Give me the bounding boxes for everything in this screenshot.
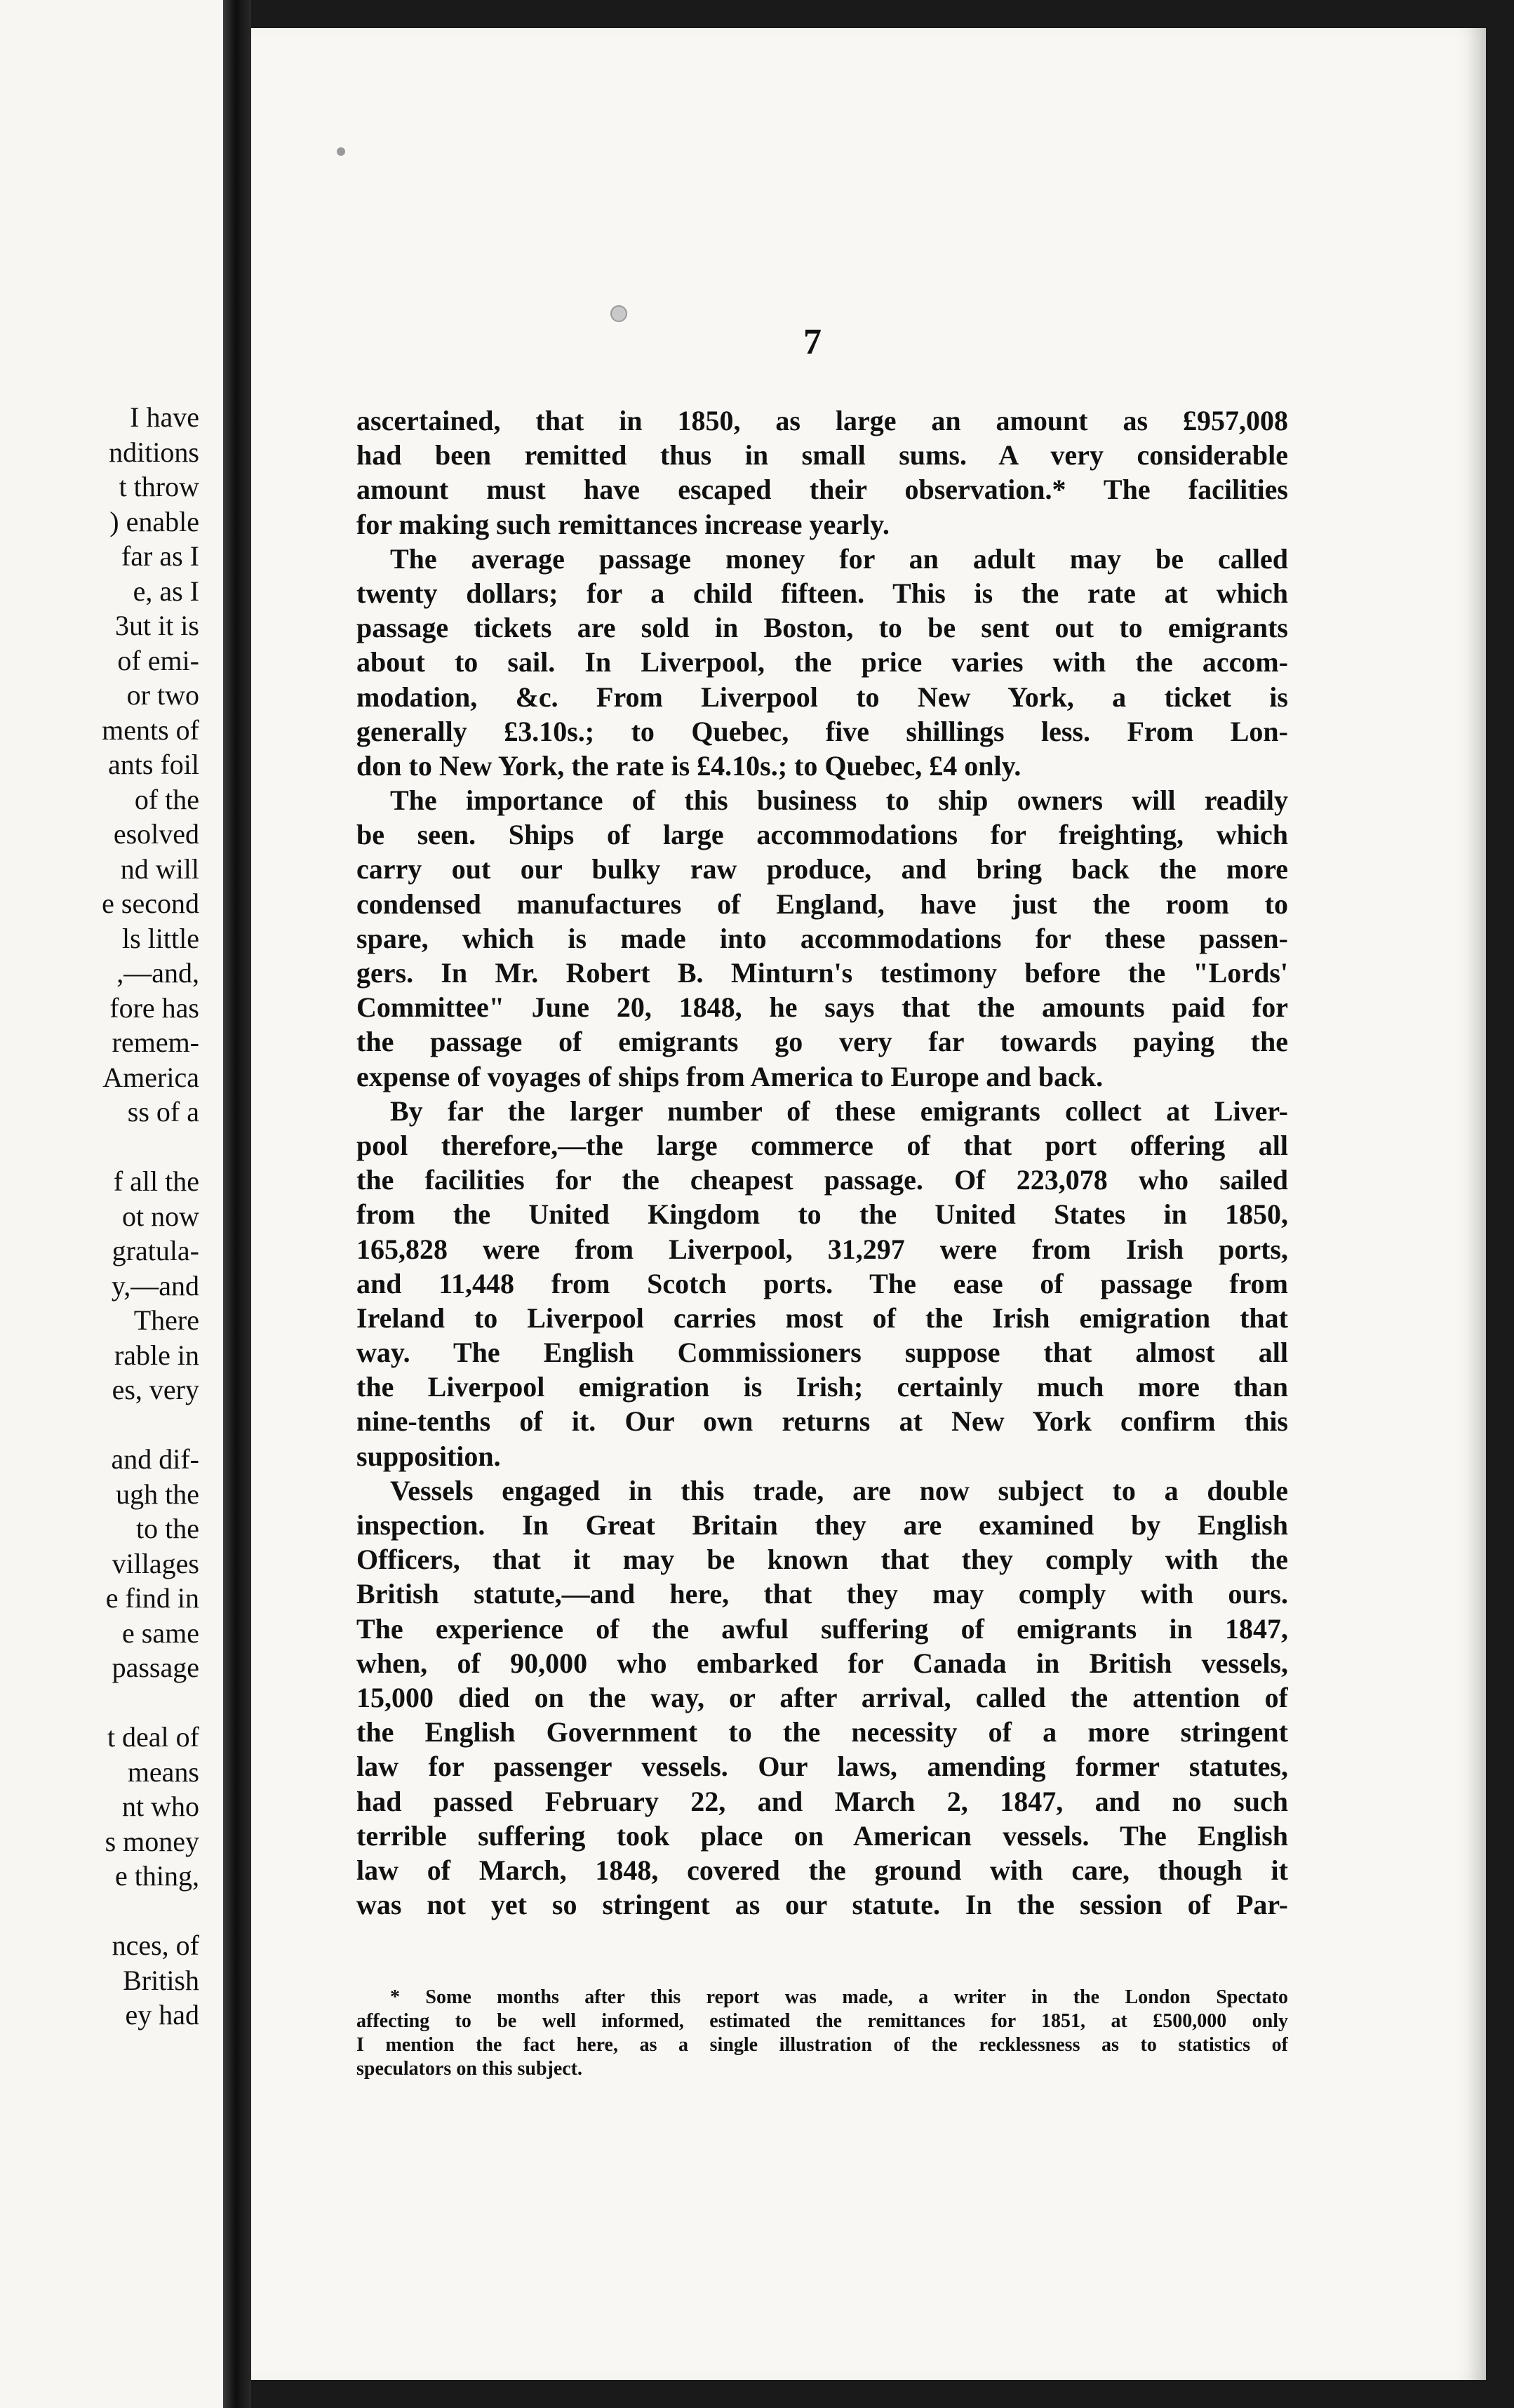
- body-line: carry out our bulky raw produce, and bring back the more: [356, 853, 1288, 885]
- book-gutter: [223, 0, 251, 2408]
- left-page-line: and dif-: [111, 1443, 199, 1475]
- body-line: terrible suffering took place on American vessels. The English: [356, 1819, 1288, 1852]
- body-line: the English Government to the necessity of a more stringent: [356, 1716, 1288, 1748]
- left-page-line: esolved: [113, 818, 199, 850]
- paper-speck: [610, 305, 627, 322]
- left-page-line: of the: [134, 783, 199, 815]
- left-page-line: y,—and: [111, 1269, 199, 1302]
- body-line: expense of voyages of ships from America to Europe and back.: [356, 1060, 1104, 1092]
- body-line: modation, &c. From Liverpool to New York, a ticket is: [356, 681, 1288, 713]
- left-page-line: gratula-: [112, 1235, 199, 1266]
- body-line: had passed February 22, and March 2, 1847, and no such: [356, 1785, 1288, 1817]
- body-line: about to sail. In Liverpool, the price varies with the accom-: [356, 646, 1288, 678]
- left-page-line: s money: [105, 1825, 199, 1857]
- left-page-line: ey had: [125, 1999, 199, 2031]
- right-page: [251, 28, 1486, 2380]
- left-page-line: [17, 1130, 199, 1165]
- body-line: law of March, 1848, covered the ground with care, though it: [356, 1854, 1288, 1886]
- left-page-line: ss of a: [127, 1096, 199, 1128]
- body-line: had been remitted thus in small sums. A very considerable: [356, 439, 1288, 471]
- left-page-line: ot now: [122, 1200, 199, 1232]
- left-page-line: far as I: [121, 540, 199, 572]
- footnote-line: speculators on this subject.: [356, 2058, 583, 2080]
- body-line: nine-tenths of it. Our own returns at New York confirm this: [356, 1405, 1288, 1438]
- left-page-line: fore has: [109, 991, 199, 1024]
- body-line: amount must have escaped their observation.* The facilities: [356, 474, 1288, 506]
- left-page-line: remem-: [112, 1026, 199, 1058]
- body-line: Committee" June 20, 1848, he says that the amounts paid for: [356, 991, 1288, 1024]
- left-page-line: nd will: [120, 852, 199, 885]
- left-page-line: e find in: [105, 1582, 199, 1614]
- left-page-line: e thing,: [115, 1860, 199, 1892]
- body-line: condensed manufactures of England, have just the room to: [356, 888, 1288, 920]
- left-page-line: ugh the: [116, 1478, 199, 1510]
- left-page-line: e same: [122, 1617, 199, 1649]
- body-line: twenty dollars; for a child fifteen. This is the rate at which: [356, 577, 1288, 609]
- left-page-line: of emi-: [117, 644, 199, 676]
- left-page-line: America: [102, 1061, 199, 1093]
- body-line: supposition.: [356, 1440, 501, 1472]
- footnote-line: * Some months after this report was made, a writer in the London Spectato: [390, 1986, 1288, 2008]
- body-line: generally £3.10s.; to Quebec, five shillings less. From Lon-: [356, 715, 1288, 747]
- left-page-line: villages: [112, 1547, 199, 1579]
- left-page-line: t deal of: [107, 1721, 199, 1753]
- body-line: way. The English Commissioners suppose that almost all: [356, 1337, 1288, 1369]
- body-text: [356, 403, 1288, 1922]
- left-page-line: es, very: [112, 1374, 199, 1405]
- left-page-line: British: [123, 1964, 199, 1996]
- left-page-line: passage: [112, 1652, 199, 1683]
- body-line: The experience of the awful suffering of emigrants in 1847,: [356, 1612, 1288, 1645]
- body-line: pool therefore,—the large commerce of that port offering all: [356, 1129, 1288, 1161]
- body-line: inspection. In Great Britain they are examined by English: [356, 1509, 1288, 1541]
- left-page-line: or two: [126, 679, 199, 711]
- body-line: British statute,—and here, that they may comply with ours.: [356, 1578, 1288, 1610]
- left-page-line: t throw: [119, 471, 199, 502]
- body-line: for making such remittances increase yearly.: [356, 508, 890, 540]
- left-page-line: [17, 1685, 199, 1720]
- body-line: Ireland to Liverpool carries most of the Irish emigration that: [356, 1302, 1288, 1334]
- left-page-line: ,—and,: [116, 957, 199, 989]
- body-line: gers. In Mr. Robert B. Minturn's testimony before the "Lords': [356, 957, 1288, 989]
- body-line: The importance of this business to ship owners will readily: [390, 784, 1288, 817]
- left-page-text-fragments: [17, 400, 199, 2033]
- left-page-line: I have: [130, 401, 199, 433]
- left-page-line: means: [127, 1755, 199, 1788]
- body-line: when, of 90,000 who embarked for Canada in British vessels,: [356, 1647, 1288, 1679]
- page-number: 7: [803, 322, 822, 362]
- footnote-line: I mention the fact here, as a single illustration of the recklessness as to statistics of: [356, 2034, 1288, 2056]
- left-page-line: [17, 1894, 199, 1929]
- body-line: from the United Kingdom to the United States in 1850,: [356, 1198, 1288, 1231]
- left-page: [0, 0, 223, 2408]
- body-line: The average passage money for an adult may be called: [390, 542, 1288, 575]
- body-line: the facilities for the cheapest passage. Of 223,078 who sailed: [356, 1164, 1288, 1196]
- left-page-line: ls little: [122, 922, 199, 954]
- body-line: passage tickets are sold in Boston, to be sent out to emigrants: [356, 612, 1288, 644]
- body-line: law for passenger vessels. Our laws, amending former statutes,: [356, 1751, 1288, 1783]
- left-page-line: e, as I: [133, 575, 199, 607]
- footnote: [356, 1986, 1288, 2081]
- left-page-line: to the: [136, 1513, 199, 1544]
- body-line: 165,828 were from Liverpool, 31,297 were from Irish ports,: [356, 1233, 1288, 1265]
- body-line: By far the larger number of these emigrants collect at Liver-: [390, 1095, 1288, 1127]
- body-line: the Liverpool emigration is Irish; certainly much more than: [356, 1371, 1288, 1403]
- body-line: ascertained, that in 1850, as large an amount as £957,008: [356, 405, 1288, 436]
- left-page-line: ants foil: [108, 749, 199, 780]
- body-line: be seen. Ships of large accommodations for freighting, which: [356, 819, 1288, 851]
- left-page-line: nces, of: [112, 1929, 199, 1961]
- left-page-line: ) enable: [109, 505, 199, 537]
- left-page-line: e second: [102, 888, 199, 919]
- paper-speck: [337, 147, 345, 156]
- body-line: was not yet so stringent as our statute. In the session of Par-: [356, 1889, 1288, 1921]
- body-line: the passage of emigrants go very far towards paying the: [356, 1026, 1288, 1058]
- body-line: spare, which is made into accommodations for these passen-: [356, 922, 1288, 954]
- body-line: Vessels engaged in this trade, are now subject to a double: [390, 1474, 1288, 1506]
- left-page-line: nt who: [122, 1791, 199, 1822]
- left-page-line: f all the: [113, 1165, 199, 1197]
- left-page-line: nditions: [109, 436, 199, 468]
- left-page-line: 3ut it is: [114, 610, 199, 641]
- left-page-line: There: [133, 1304, 199, 1336]
- body-line: and 11,448 from Scotch ports. The ease of passage from: [356, 1267, 1288, 1299]
- left-page-line: [17, 1407, 199, 1443]
- body-line: Officers, that it may be known that they comply with the: [356, 1544, 1288, 1576]
- left-page-line: ments of: [102, 714, 199, 746]
- left-page-line: rable in: [114, 1339, 199, 1371]
- footnote-line: affecting to be well informed, estimated the remittances for 1851, at £500,000 only: [356, 2010, 1288, 2032]
- body-line: don to New York, the rate is £4.10s.; to Quebec, £4 only.: [356, 749, 1021, 782]
- body-line: 15,000 died on the way, or after arrival, called the attention of: [356, 1681, 1288, 1713]
